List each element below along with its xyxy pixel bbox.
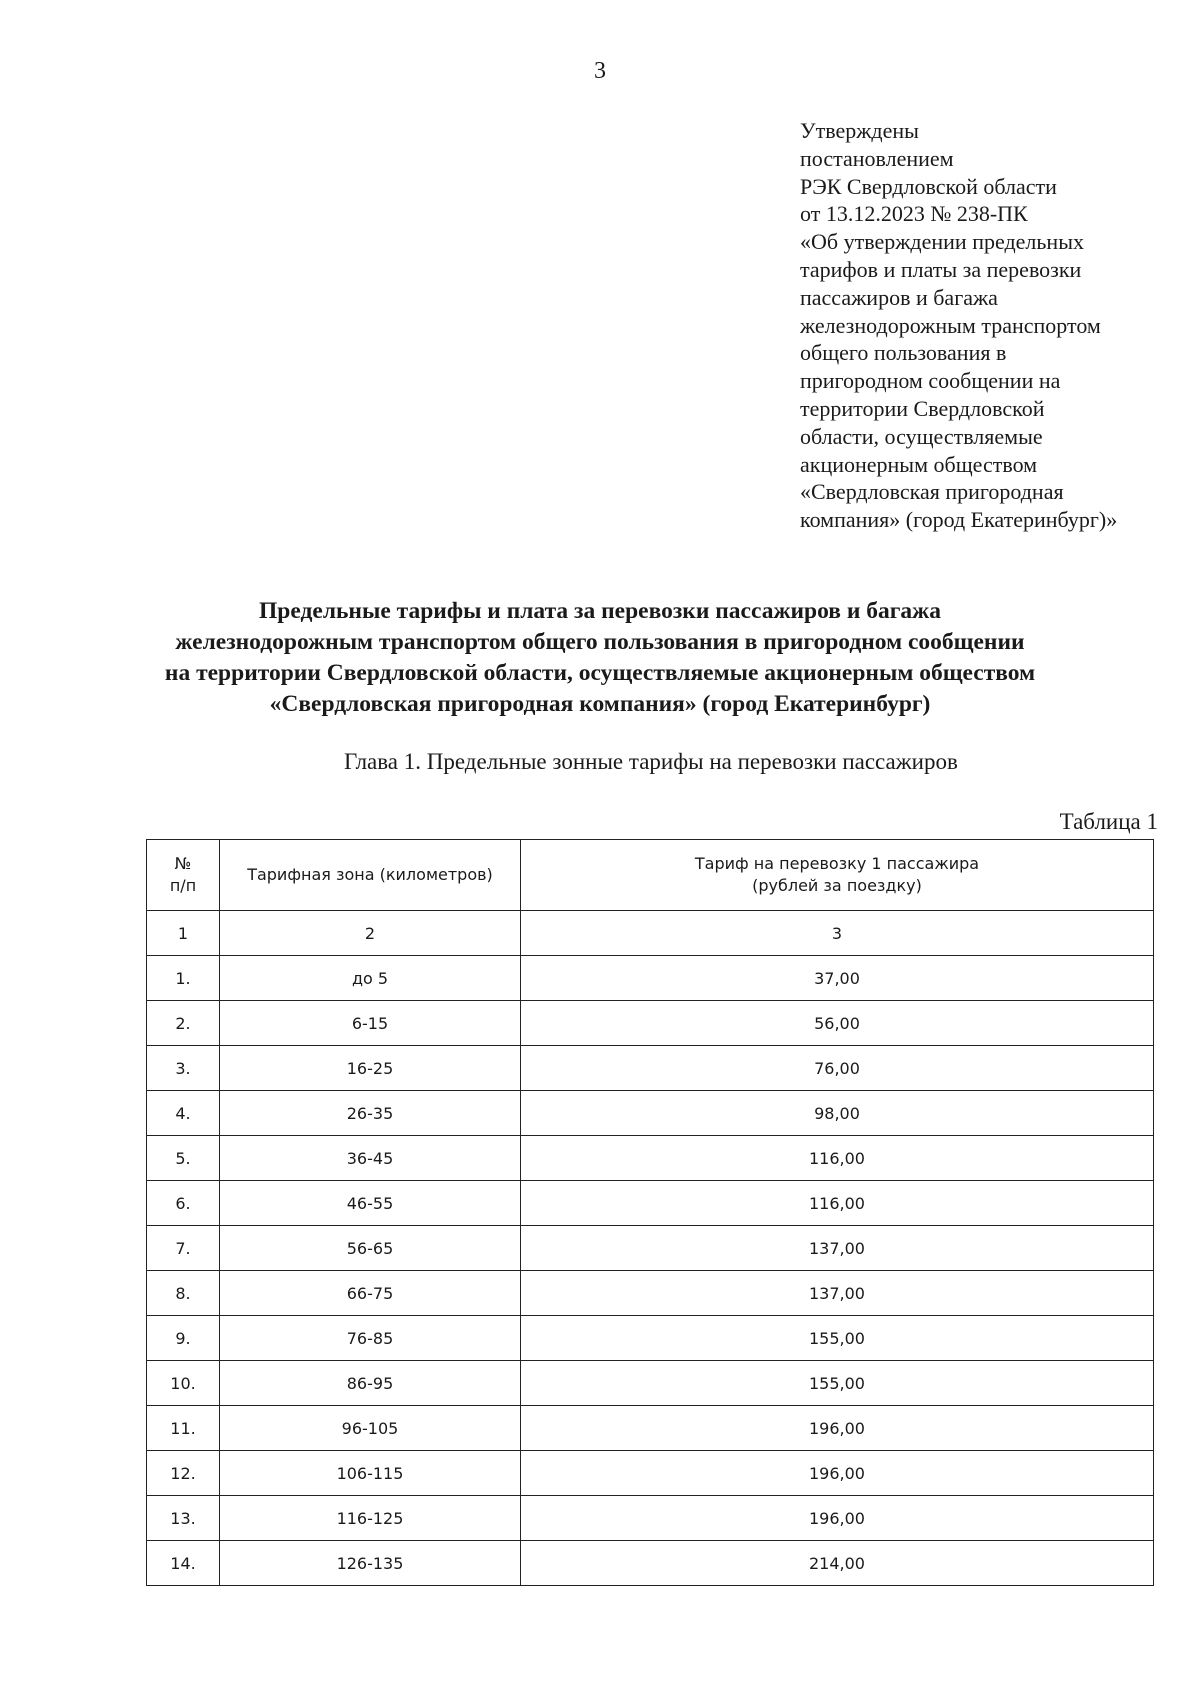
header-tariff-line2: (рублей за поездку)	[752, 876, 922, 895]
cell-tariff: 37,00	[521, 956, 1154, 1001]
table-row	[147, 1046, 1154, 1091]
approval-line: «Об утверждении предельных	[800, 229, 1084, 255]
cell-zone: 126-135	[220, 1541, 521, 1586]
approval-line: пассажиров и багажа	[800, 284, 998, 310]
cell-tariff: 196,00	[521, 1451, 1154, 1496]
header-num	[147, 840, 220, 911]
tariff-table	[146, 839, 1154, 1586]
cell-tariff: 196,00	[521, 1406, 1154, 1451]
cell-num: 1.	[147, 956, 220, 1001]
table-row	[147, 1181, 1154, 1226]
table-row	[147, 1361, 1154, 1406]
table-row	[147, 1496, 1154, 1541]
approval-line: железнодорожным транспортом	[800, 312, 1101, 338]
title-line: «Свердловская пригородная компания» (город Екатеринбург)	[269, 691, 931, 717]
cell-zone: 36-45	[220, 1136, 521, 1181]
title-line: железнодорожным транспортом общего пользования в пригородном сообщении	[175, 629, 1025, 655]
approval-line: постановлением	[800, 145, 954, 171]
approval-line: «Свердловская пригородная	[800, 479, 1064, 505]
cell-zone: 116-125	[220, 1496, 521, 1541]
cell-zone: 86-95	[220, 1361, 521, 1406]
cell-zone: 96-105	[220, 1406, 521, 1451]
cell-num: 6.	[147, 1181, 220, 1226]
cell-tariff: 155,00	[521, 1316, 1154, 1361]
cell-zone: 76-85	[220, 1316, 521, 1361]
document-title	[0, 596, 1200, 720]
table-caption: Таблица 1	[1059, 809, 1158, 834]
cell-num: 5.	[147, 1136, 220, 1181]
approval-line: компания» (город Екатеринбург)»	[800, 507, 1118, 533]
cell-num: 12.	[147, 1451, 220, 1496]
cell-num: 2.	[147, 1001, 220, 1046]
title-line: Предельные тарифы и плата за перевозки пассажиров и багажа	[259, 598, 941, 624]
cell-num: 13.	[147, 1496, 220, 1541]
header-tariff-line1: Тариф на перевозку 1 пассажира	[694, 854, 980, 873]
table-row	[147, 1001, 1154, 1046]
approval-line: тарифов и платы за перевозки	[800, 256, 1082, 282]
column-number: 2	[220, 911, 521, 956]
cell-tariff: 137,00	[521, 1271, 1154, 1316]
approval-line: территории Свердловской	[800, 395, 1045, 421]
table-header-row	[147, 840, 1154, 911]
title-line: на территории Свердловской области, осуществляемые акционерным обществом	[164, 660, 1036, 686]
table-row	[147, 956, 1154, 1001]
table-row	[147, 1406, 1154, 1451]
header-zone: Тарифная зона (километров)	[220, 840, 521, 911]
approval-line: области, осуществляемые	[800, 423, 1043, 449]
cell-tariff: 155,00	[521, 1361, 1154, 1406]
cell-zone: 6-15	[220, 1001, 521, 1046]
header-num-line2: п/п	[169, 876, 197, 895]
header-num-line1: №	[174, 854, 192, 873]
page-number: 3	[594, 58, 606, 84]
table-row	[147, 1451, 1154, 1496]
cell-zone: 66-75	[220, 1271, 521, 1316]
cell-zone: 46-55	[220, 1181, 521, 1226]
cell-num: 8.	[147, 1271, 220, 1316]
approval-block	[800, 117, 1180, 534]
table-row	[147, 1091, 1154, 1136]
header-tariff	[521, 840, 1154, 911]
table-row	[147, 1316, 1154, 1361]
cell-num: 14.	[147, 1541, 220, 1586]
chapter-title: Глава 1. Предельные зонные тарифы на перевозки пассажиров	[344, 749, 958, 774]
approval-line: от 13.12.2023 № 238-ПК	[800, 201, 1028, 227]
table-row	[147, 1226, 1154, 1271]
cell-num: 4.	[147, 1091, 220, 1136]
cell-zone: 26-35	[220, 1091, 521, 1136]
cell-tariff: 137,00	[521, 1226, 1154, 1271]
cell-tariff: 56,00	[521, 1001, 1154, 1046]
approval-line: Утверждены	[800, 118, 919, 143]
approval-line: РЭК Свердловской области	[800, 173, 1057, 199]
column-number: 1	[147, 911, 220, 956]
table-row	[147, 1271, 1154, 1316]
cell-tariff: 196,00	[521, 1496, 1154, 1541]
cell-num: 10.	[147, 1361, 220, 1406]
cell-num: 11.	[147, 1406, 220, 1451]
table-row	[147, 1541, 1154, 1586]
cell-tariff: 98,00	[521, 1091, 1154, 1136]
approval-line: акционерным обществом	[800, 451, 1038, 477]
cell-zone: 16-25	[220, 1046, 521, 1091]
cell-tariff: 214,00	[521, 1541, 1154, 1586]
cell-zone: 56-65	[220, 1226, 521, 1271]
approval-line: общего пользования в	[800, 340, 1007, 366]
cell-tariff: 116,00	[521, 1181, 1154, 1226]
cell-tariff: 116,00	[521, 1136, 1154, 1181]
column-number-row	[147, 911, 1154, 956]
cell-tariff: 76,00	[521, 1046, 1154, 1091]
approval-line: пригородном сообщении на	[800, 368, 1061, 394]
cell-zone: до 5	[220, 956, 521, 1001]
table-row	[147, 1136, 1154, 1181]
column-number: 3	[521, 911, 1154, 956]
cell-num: 9.	[147, 1316, 220, 1361]
cell-zone: 106-115	[220, 1451, 521, 1496]
cell-num: 3.	[147, 1046, 220, 1091]
cell-num: 7.	[147, 1226, 220, 1271]
